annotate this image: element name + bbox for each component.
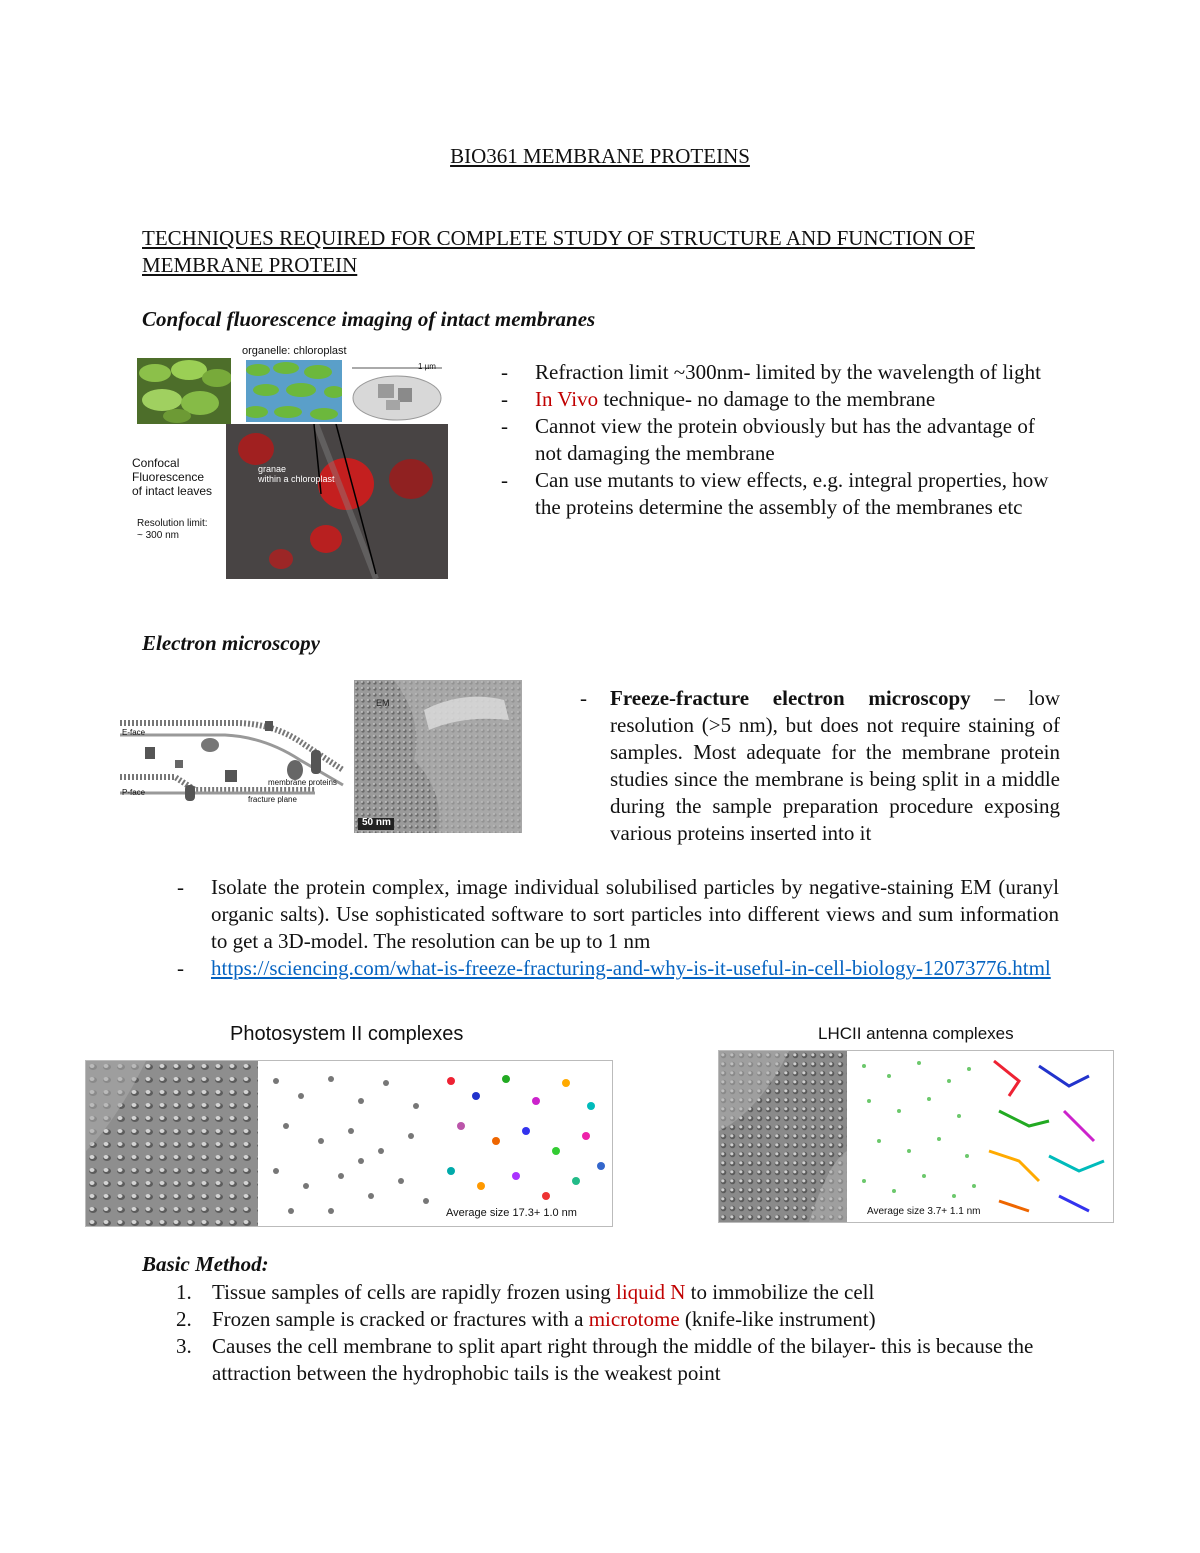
ps2-title: Photosystem II complexes <box>230 1023 464 1045</box>
in-vivo-text: In Vivo <box>535 387 599 411</box>
organelle-label: organelle: chloroplast <box>242 345 347 357</box>
chloroplast-schematic <box>350 364 445 424</box>
list-item: 2. Frozen sample is cracked or fractures with a microtome (knife-like instrument) <box>176 1307 876 1331</box>
em-bullets <box>171 874 1059 982</box>
em-heading: Electron microscopy <box>142 631 320 655</box>
method-heading: Basic Method: <box>142 1252 269 1276</box>
method-steps <box>142 1279 1042 1387</box>
lhc-title: LHCII antenna complexes <box>818 1024 1014 1043</box>
list-item: - Refraction limit ~300nm- limited by the wavelength of light <box>495 359 1060 386</box>
list-item: - Isolate the protein complex, image individual solubilised particles by negative-staining EM (uranyl organic salts). Use sophisticated software to sort particles into different views and sum information to get a 3D-model. The resolution can be up to 1 nm <box>171 874 1059 955</box>
resolution-label: Resolution limit: ~ 300 nm <box>137 518 208 541</box>
pface-label: P-face <box>122 788 146 797</box>
confocal-image <box>226 424 448 579</box>
eface-label: E-face <box>122 728 146 737</box>
membrane-diagram <box>115 715 345 805</box>
fracture-plane-label: fracture plane <box>248 795 297 804</box>
grana-label: granae within a chloroplast <box>258 464 335 484</box>
ff-text: – low resolution (>5 nm), but does not require staining of samples. Most adequate for the membrane protein studies since the membrane is being split in a middle during the sample preparation procedure exposing various proteins inserted into it <box>610 686 1060 845</box>
em-label: EM <box>376 698 390 708</box>
list-item: 3. Causes the cell membrane to split apart right through the middle of the bilayer- this is because the attraction between the hydrophobic tails is the weakest point <box>176 1334 1034 1385</box>
sciencing-link[interactable]: https://sciencing.com/what-is-freeze-fracturing-and-why-is-it-useful-in-cell-biology-12073776.html <box>211 956 1051 980</box>
confocal-bullets <box>495 359 1060 521</box>
ps2-images <box>85 1060 613 1227</box>
scale-label: 1 µm <box>418 362 436 371</box>
scale-bar-label: 50 nm <box>362 817 391 828</box>
ff-bold: Freeze-fracture electron microscopy <box>610 686 971 710</box>
chloroplast-image <box>246 360 342 422</box>
lhc-size: Average size 3.7+ 1.1 nm <box>867 1206 981 1217</box>
ff-paragraph <box>574 685 1060 847</box>
leaves-image <box>137 358 231 424</box>
membrane-proteins-label: membrane proteins <box>268 778 337 787</box>
ps2-size: Average size 17.3+ 1.0 nm <box>446 1207 577 1219</box>
confocal-heading: Confocal fluorescence imaging of intact membranes <box>142 307 596 331</box>
list-item: - Cannot view the protein obviously but has the advantage of not damaging the membrane <box>495 413 1060 467</box>
section-heading: TECHNIQUES REQUIRED FOR COMPLETE STUDY OF STRUCTURE AND FUNCTION OF MEMBRANE PROTEIN <box>142 226 975 277</box>
list-item: - Can use mutants to view effects, e.g. integral properties, how the proteins determine the assembly of the membranes etc <box>495 467 1060 521</box>
list-item: - In Vivo technique- no damage to the membrane <box>495 386 1060 413</box>
freeze-fracture-micrograph <box>354 680 522 833</box>
confocal-side-label: Confocal Fluorescence of intact leaves <box>132 456 213 498</box>
page-title: BIO361 MEMBRANE PROTEINS <box>450 144 750 168</box>
list-item: 1. Tissue samples of cells are rapidly frozen using liquid N to immobilize the cell <box>176 1280 875 1304</box>
freeze-fracture-bullet: - Freeze-fracture electron microscopy – low resolution (>5 nm), but does not require staining of samples. Most adequate for the membrane protein studies since the membrane is being split in a middle during the sample preparation procedure exposing various proteins inserted into it <box>574 685 1060 847</box>
lhc-images <box>718 1050 1114 1223</box>
list-item <box>171 955 1059 982</box>
